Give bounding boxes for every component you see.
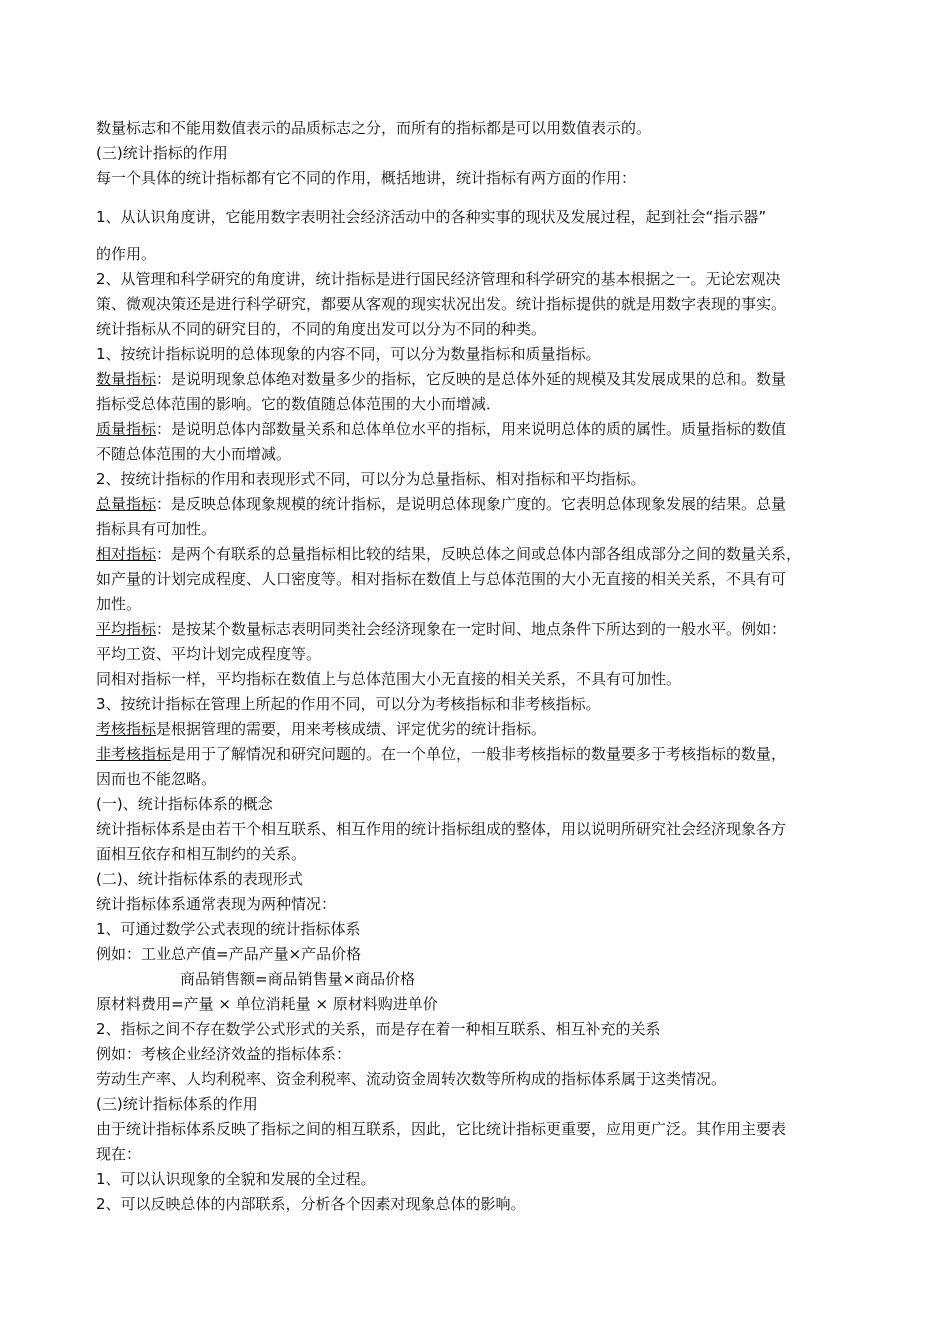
text-line: 每一个具体的统计指标都有它不同的作用，概括地讲，统计指标有两方面的作用： bbox=[96, 169, 637, 187]
definition-line bbox=[96, 717, 546, 742]
definition-line bbox=[96, 492, 786, 517]
term-label: 考核指标 bbox=[96, 720, 157, 738]
term-label: 非考核指标 bbox=[96, 745, 172, 763]
text-line: 因而也不能忽略。 bbox=[96, 770, 217, 788]
text-line: 由于统计指标体系反映了指标之间的相互联系，因此，它比统计指标更重要，应用更广泛。其作用主要表 bbox=[96, 1120, 787, 1138]
text-line: 的作用。 bbox=[96, 245, 157, 263]
definition-text: ：是两个有联系的总量指标相比较的结果，反映总体之间或总体内部各组成部分之间的数量关系， bbox=[156, 545, 802, 563]
definition-text: ：是按某个数量标志表明同类社会经济现象在一定时间、地点条件下所达到的一般水平。例如： bbox=[156, 620, 787, 638]
text-line: 3、按统计指标在管理上所起的作用不同，可以分为考核指标和非考核指标。 bbox=[96, 695, 601, 713]
definition-line bbox=[96, 417, 786, 442]
text-line: 加性。 bbox=[96, 595, 142, 613]
text-line: 劳动生产率、人均利税率、资金利税率、流动资金周转次数等所构成的指标体系属于这类情况。 bbox=[96, 1070, 727, 1088]
text-line: 面相互依存和相互制约的关系。 bbox=[96, 845, 307, 863]
text-line: 现在： bbox=[96, 1145, 142, 1163]
text-line: 平均工资、平均计划完成程度等。 bbox=[96, 645, 322, 663]
text-line: 统计指标体系通常表现为两种情况： bbox=[96, 895, 337, 913]
text-line: 1、可通过数学公式表现的统计指标体系 bbox=[96, 920, 361, 938]
formula-line: 原材料费用=产量 × 单位消耗量 × 原材料购进单价 bbox=[96, 995, 438, 1013]
text-line: 策、微观决策还是进行科学研究，都要从客观的现实状况出发。统计指标提供的就是用数字表现的事实。 bbox=[96, 295, 787, 313]
text-line: 例如：考核企业经济效益的指标体系： bbox=[96, 1045, 352, 1063]
section-heading: (三)统计指标的作用 bbox=[96, 144, 228, 162]
text-line: 1、从认识角度讲，它能用数字表明社会经济活动中的各种实事的现状及发展过程，起到社会“指示器” bbox=[96, 208, 767, 226]
term-label: 相对指标 bbox=[96, 545, 157, 563]
text-line: 如产量的计划完成程度、人口密度等。相对指标在数值上与总体范围的大小无直接的相关关系，不具有可 bbox=[96, 570, 787, 588]
term-label: 总量指标 bbox=[96, 495, 157, 513]
text-line: 统计指标体系是由若干个相互联系、相互作用的统计指标组成的整体，用以说明所研究社会经济现象各方 bbox=[96, 820, 787, 838]
definition-line bbox=[96, 542, 801, 567]
definition-text: 是用于了解情况和研究问题的。在一个单位，一般非考核指标的数量要多于考核指标的数量， bbox=[171, 745, 787, 763]
section-heading: (三)统计指标体系的作用 bbox=[96, 1095, 258, 1113]
text-line: 指标受总体范围的影响。它的数值随总体范围的大小而增减． bbox=[96, 395, 502, 413]
text-line: 不随总体范围的大小而增减。 bbox=[96, 445, 292, 463]
term-label: 平均指标 bbox=[96, 620, 157, 638]
formula-line: 例如：工业总产值=产品产量×产品价格 bbox=[96, 945, 362, 963]
term-label: 数量指标 bbox=[96, 370, 157, 388]
formula-line: 商品销售额=商品销售量×商品价格 bbox=[180, 970, 416, 988]
text-line: 2、按统计指标的作用和表现形式不同，可以分为总量指标、相对指标和平均指标。 bbox=[96, 470, 646, 488]
definition-line bbox=[96, 367, 786, 392]
text-line: 统计指标从不同的研究目的，不同的角度出发可以分为不同的种类。 bbox=[96, 320, 547, 338]
definition-text: 是根据管理的需要，用来考核成绩、评定优劣的统计指标。 bbox=[156, 720, 547, 738]
definition-line bbox=[96, 742, 786, 767]
definition-text: ：是说明现象总体绝对数量多少的指标，它反映的是总体外延的规模及其发展成果的总和。数量 bbox=[156, 370, 787, 388]
text-line: 2、可以反映总体的内部联系，分析各个因素对现象总体的影响。 bbox=[96, 1195, 526, 1213]
section-heading: (二)、统计指标体系的表现形式 bbox=[96, 870, 303, 888]
definition-line bbox=[96, 617, 786, 642]
text-line: 2、从管理和科学研究的角度讲，统计指标是进行国民经济管理和科学研究的基本根据之一。无论宏观决 bbox=[96, 270, 781, 288]
definition-text: ：是说明总体内部数量关系和总体单位水平的指标，用来说明总体的质的属性。质量指标的数值 bbox=[156, 420, 787, 438]
text-line: 数量标志和不能用数值表示的品质标志之分，而所有的指标都是可以用数值表示的。 bbox=[96, 119, 652, 137]
text-line: 1、可以认识现象的全貌和发展的全过程。 bbox=[96, 1170, 376, 1188]
text-line: 指标具有可加性。 bbox=[96, 520, 217, 538]
term-label: 质量指标 bbox=[96, 420, 157, 438]
definition-text: ：是反映总体现象规模的统计指标，是说明总体现象广度的。它表明总体现象发展的结果。总量 bbox=[156, 495, 787, 513]
text-line: 2、指标之间不存在数学公式形式的关系，而是存在着一种相互联系、相互补充的关系 bbox=[96, 1020, 661, 1038]
text-line: 1、按统计指标说明的总体现象的内容不同，可以分为数量指标和质量指标。 bbox=[96, 345, 601, 363]
text-line: 同相对指标一样，平均指标在数值上与总体范围大小无直接的相关关系，不具有可加性。 bbox=[96, 670, 682, 688]
section-heading: (一)、统计指标体系的概念 bbox=[96, 795, 273, 813]
